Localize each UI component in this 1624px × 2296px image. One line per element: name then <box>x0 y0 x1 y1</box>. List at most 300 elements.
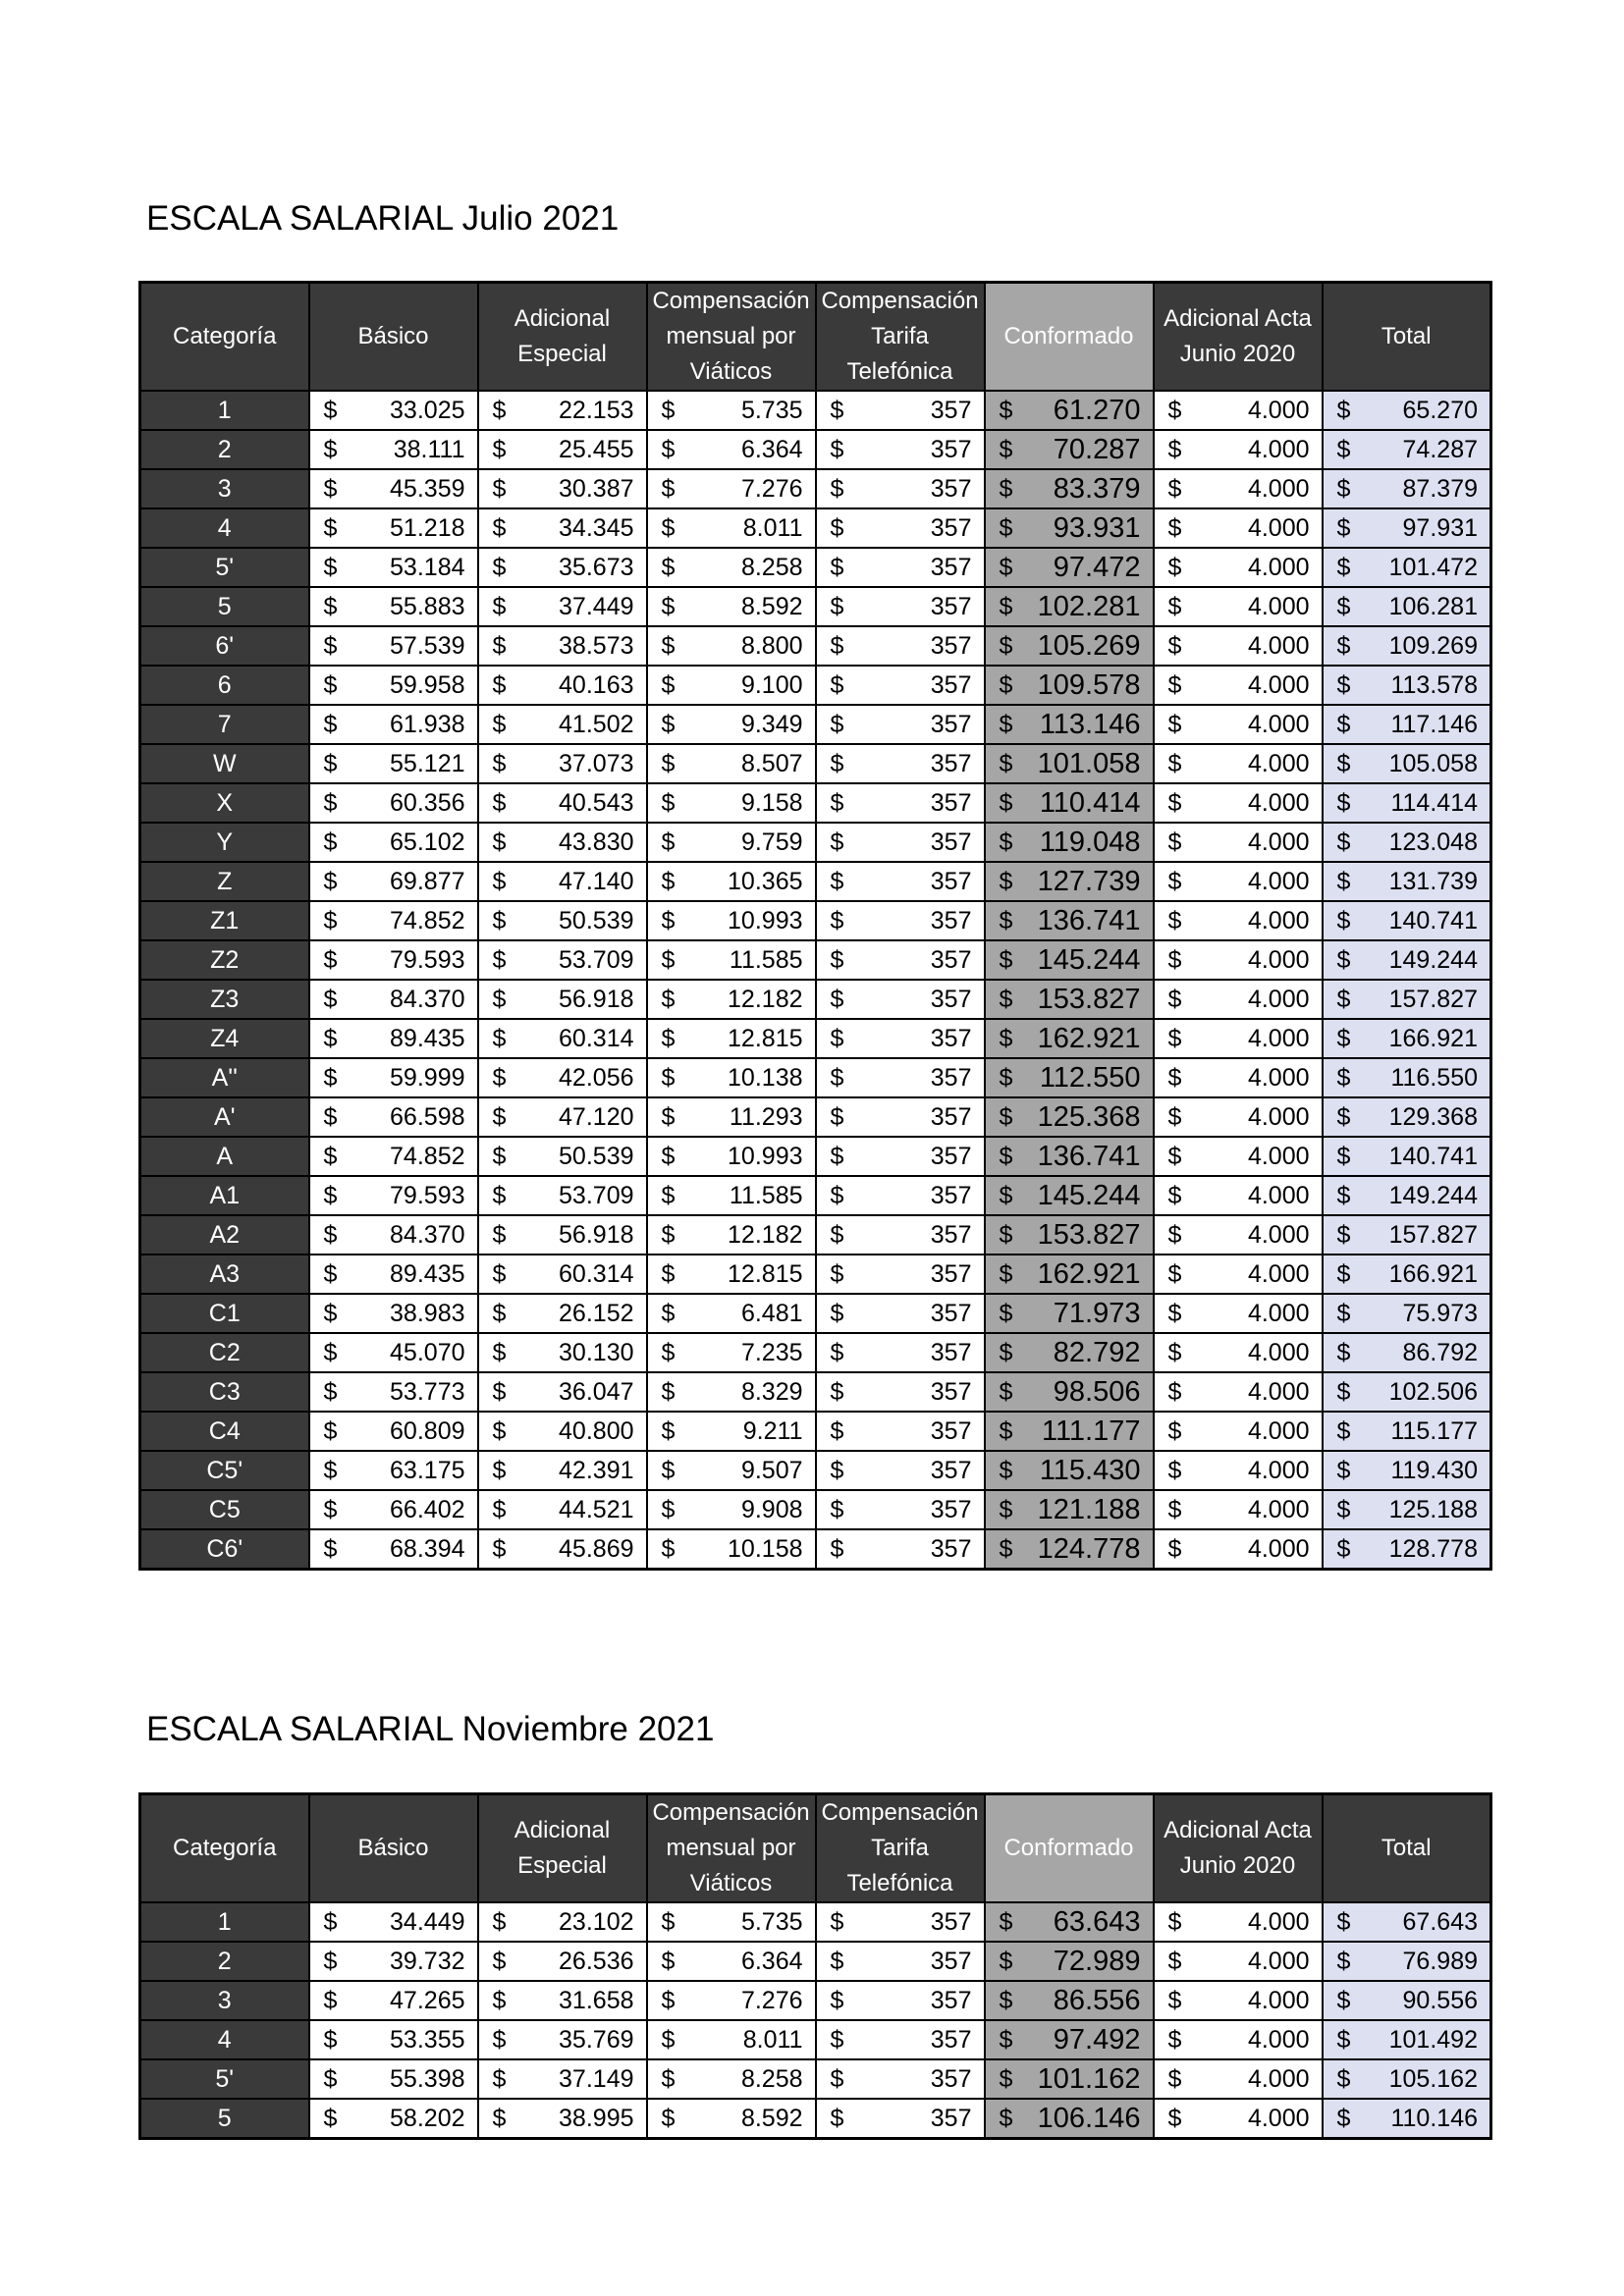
cell-value: 357 <box>930 1377 972 1406</box>
currency-symbol: $ <box>492 1259 507 1288</box>
cell-value: 36.047 <box>559 1377 634 1406</box>
cell-value: 105.269 <box>1037 629 1141 662</box>
currency-symbol: $ <box>1167 513 1182 542</box>
cell-value: 22.153 <box>559 396 634 424</box>
cell-tarifa-telefonica <box>816 1490 985 1529</box>
cell-conformado <box>985 1529 1154 1570</box>
header-viaticos: Compensación mensual por Viáticos <box>647 1794 816 1903</box>
currency-symbol: $ <box>661 513 676 542</box>
cell-value: 357 <box>930 2104 972 2132</box>
cell-total <box>1323 1529 1491 1570</box>
cell-value: 47.140 <box>559 867 634 895</box>
currency-symbol: $ <box>1336 592 1351 620</box>
cell-value: 162.921 <box>1037 1022 1141 1054</box>
table-row <box>140 2059 1491 2099</box>
cell-value: 74.852 <box>390 906 465 934</box>
cell-value: 50.539 <box>559 906 634 934</box>
cell-value: 124.778 <box>1037 1532 1141 1565</box>
currency-symbol: $ <box>323 1377 338 1406</box>
cell-value: 140.741 <box>1388 1142 1478 1170</box>
cell-value: 136.741 <box>1037 904 1141 936</box>
table-row <box>140 626 1491 666</box>
cell-value: 34.345 <box>559 513 634 542</box>
currency-symbol: $ <box>492 1534 507 1563</box>
cell-conformado <box>985 1412 1154 1451</box>
cell-value: 86.792 <box>1402 1338 1478 1366</box>
table-row <box>140 508 1491 548</box>
cell-value: 38.573 <box>559 631 634 660</box>
currency-symbol: $ <box>661 1986 676 2014</box>
cell-value: 34.449 <box>390 1907 465 1936</box>
cell-categoria: W <box>140 744 309 783</box>
cell-value: 357 <box>930 1063 972 1092</box>
table-row <box>140 1176 1491 1215</box>
cell-value: 4.000 <box>1247 1063 1310 1092</box>
cell-conformado <box>985 1981 1154 2020</box>
currency-symbol: $ <box>1167 474 1182 503</box>
cell-value: 4.000 <box>1247 906 1310 934</box>
cell-basico <box>309 1902 478 1942</box>
cell-adicional-acta <box>1154 1294 1323 1333</box>
cell-tarifa-telefonica <box>816 940 985 980</box>
table-row <box>140 2099 1491 2139</box>
cell-conformado <box>985 1058 1154 1097</box>
cell-total <box>1323 1333 1491 1372</box>
currency-symbol: $ <box>1336 1220 1351 1249</box>
cell-value: 4.000 <box>1247 513 1310 542</box>
cell-value: 357 <box>930 2064 972 2093</box>
currency-symbol: $ <box>323 1495 338 1523</box>
cell-adicional-especial <box>478 391 647 430</box>
cell-adicional-acta <box>1154 823 1323 862</box>
cell-value: 357 <box>930 945 972 974</box>
cell-total <box>1323 1176 1491 1215</box>
currency-symbol: $ <box>1336 2064 1351 2093</box>
header-total: Total <box>1323 283 1491 392</box>
cell-adicional-acta <box>1154 980 1323 1019</box>
cell-basico <box>309 548 478 587</box>
cell-categoria: Z <box>140 862 309 901</box>
cell-value: 4.000 <box>1247 435 1310 463</box>
cell-value: 75.973 <box>1402 1299 1478 1327</box>
cell-value: 55.398 <box>390 2064 465 2093</box>
cell-categoria: A3 <box>140 1255 309 1294</box>
currency-symbol: $ <box>492 828 507 856</box>
cell-total <box>1323 901 1491 940</box>
currency-symbol: $ <box>1167 867 1182 895</box>
cell-total <box>1323 626 1491 666</box>
currency-symbol: $ <box>1336 985 1351 1013</box>
cell-total <box>1323 823 1491 862</box>
cell-value: 4.000 <box>1247 2104 1310 2132</box>
cell-value: 10.993 <box>728 1142 803 1170</box>
cell-viaticos <box>647 1451 816 1490</box>
cell-value: 110.146 <box>1390 2104 1478 2132</box>
cell-value: 4.000 <box>1247 1181 1310 1209</box>
cell-value: 109.269 <box>1388 631 1478 660</box>
cell-adicional-acta <box>1154 587 1323 626</box>
cell-viaticos <box>647 1333 816 1372</box>
currency-symbol: $ <box>661 1456 676 1484</box>
cell-value: 357 <box>930 1102 972 1131</box>
currency-symbol: $ <box>999 2104 1013 2132</box>
table-row <box>140 1294 1491 1333</box>
currency-symbol: $ <box>830 474 844 503</box>
currency-symbol: $ <box>323 1907 338 1936</box>
cell-value: 79.593 <box>390 1181 465 1209</box>
currency-symbol: $ <box>999 435 1013 463</box>
cell-value: 12.182 <box>728 985 803 1013</box>
cell-value: 119.430 <box>1390 1456 1478 1484</box>
cell-total <box>1323 705 1491 744</box>
cell-adicional-especial <box>478 626 647 666</box>
currency-symbol: $ <box>1336 1534 1351 1563</box>
currency-symbol: $ <box>323 1024 338 1052</box>
cell-value: 5.735 <box>740 1907 803 1936</box>
cell-conformado <box>985 783 1154 823</box>
currency-symbol: $ <box>1167 985 1182 1013</box>
cell-value: 6.364 <box>740 435 803 463</box>
cell-value: 357 <box>930 396 972 424</box>
cell-conformado <box>985 1097 1154 1137</box>
cell-value: 357 <box>930 1534 972 1563</box>
currency-symbol: $ <box>830 396 844 424</box>
cell-adicional-especial <box>478 940 647 980</box>
cell-value: 11.293 <box>729 1102 803 1131</box>
cell-value: 58.202 <box>390 2104 465 2132</box>
currency-symbol: $ <box>1167 788 1182 817</box>
cell-value: 106.281 <box>1388 592 1478 620</box>
cell-value: 357 <box>930 1299 972 1327</box>
cell-viaticos <box>647 587 816 626</box>
cell-value: 4.000 <box>1247 2064 1310 2093</box>
cell-value: 61.938 <box>390 710 465 738</box>
cell-value: 153.827 <box>1037 983 1141 1015</box>
currency-symbol: $ <box>323 710 338 738</box>
cell-viaticos <box>647 862 816 901</box>
currency-symbol: $ <box>1167 2064 1182 2093</box>
cell-adicional-acta <box>1154 1255 1323 1294</box>
cell-value: 166.921 <box>1388 1024 1478 1052</box>
currency-symbol: $ <box>661 1495 676 1523</box>
cell-value: 8.592 <box>740 2104 803 2132</box>
cell-value: 357 <box>930 710 972 738</box>
cell-viaticos <box>647 548 816 587</box>
currency-symbol: $ <box>492 2104 507 2132</box>
currency-symbol: $ <box>999 1534 1013 1563</box>
cell-categoria: C4 <box>140 1412 309 1451</box>
currency-symbol: $ <box>999 1947 1013 1975</box>
header-tarifa-telefonica: Compensación Tarifa Telefónica <box>816 283 985 392</box>
cell-value: 105.058 <box>1388 749 1478 777</box>
cell-categoria: 4 <box>140 508 309 548</box>
cell-value: 4.000 <box>1247 474 1310 503</box>
cell-adicional-especial <box>478 783 647 823</box>
cell-value: 60.314 <box>559 1024 634 1052</box>
cell-value: 357 <box>930 592 972 620</box>
cell-value: 9.349 <box>740 710 803 738</box>
cell-value: 33.025 <box>390 396 465 424</box>
cell-tarifa-telefonica <box>816 2059 985 2099</box>
table-row <box>140 1097 1491 1137</box>
cell-value: 114.414 <box>1390 788 1478 817</box>
cell-value: 35.769 <box>559 2025 634 2054</box>
cell-adicional-acta <box>1154 666 1323 705</box>
cell-value: 42.391 <box>559 1456 634 1484</box>
cell-value: 125.188 <box>1388 1495 1478 1523</box>
currency-symbol: $ <box>999 828 1013 856</box>
cell-categoria: A' <box>140 1097 309 1137</box>
currency-symbol: $ <box>830 592 844 620</box>
currency-symbol: $ <box>492 1299 507 1327</box>
currency-symbol: $ <box>1167 1142 1182 1170</box>
cell-value: 8.507 <box>740 749 803 777</box>
cell-categoria: 2 <box>140 430 309 469</box>
cell-value: 357 <box>930 474 972 503</box>
cell-categoria: C1 <box>140 1294 309 1333</box>
cell-adicional-especial <box>478 508 647 548</box>
cell-adicional-especial <box>478 2020 647 2059</box>
table-row <box>140 587 1491 626</box>
currency-symbol: $ <box>999 788 1013 817</box>
cell-viaticos <box>647 823 816 862</box>
currency-symbol: $ <box>323 1102 338 1131</box>
cell-adicional-especial <box>478 705 647 744</box>
cell-conformado <box>985 823 1154 862</box>
currency-symbol: $ <box>323 1142 338 1170</box>
currency-symbol: $ <box>830 553 844 581</box>
table-row <box>140 1490 1491 1529</box>
cell-total <box>1323 980 1491 1019</box>
cell-value: 357 <box>930 828 972 856</box>
currency-symbol: $ <box>661 788 676 817</box>
cell-viaticos <box>647 430 816 469</box>
currency-symbol: $ <box>999 1907 1013 1936</box>
cell-categoria: C5' <box>140 1451 309 1490</box>
cell-viaticos <box>647 783 816 823</box>
cell-adicional-acta <box>1154 548 1323 587</box>
cell-total <box>1323 1215 1491 1255</box>
cell-conformado <box>985 862 1154 901</box>
cell-viaticos <box>647 1902 816 1942</box>
cell-value: 115.430 <box>1039 1454 1141 1486</box>
currency-symbol: $ <box>830 1338 844 1366</box>
currency-symbol: $ <box>1336 867 1351 895</box>
cell-value: 128.778 <box>1388 1534 1478 1563</box>
cell-value: 4.000 <box>1247 788 1310 817</box>
cell-viaticos <box>647 1529 816 1570</box>
currency-symbol: $ <box>1167 1338 1182 1366</box>
cell-total <box>1323 940 1491 980</box>
cell-tarifa-telefonica <box>816 391 985 430</box>
cell-value: 97.931 <box>1402 513 1478 542</box>
cell-value: 4.000 <box>1247 749 1310 777</box>
cell-value: 12.182 <box>728 1220 803 1249</box>
currency-symbol: $ <box>1167 592 1182 620</box>
currency-symbol: $ <box>1336 906 1351 934</box>
cell-basico <box>309 508 478 548</box>
cell-tarifa-telefonica <box>816 1372 985 1412</box>
cell-value: 11.585 <box>729 1181 803 1209</box>
cell-value: 60.356 <box>390 788 465 817</box>
salary-table-november-2021 <box>138 1792 1492 2140</box>
currency-symbol: $ <box>999 1986 1013 2014</box>
currency-symbol: $ <box>830 749 844 777</box>
currency-symbol: $ <box>1336 1299 1351 1327</box>
cell-value: 149.244 <box>1388 1181 1478 1209</box>
currency-symbol: $ <box>1336 1142 1351 1170</box>
cell-value: 4.000 <box>1247 1377 1310 1406</box>
cell-conformado <box>985 469 1154 508</box>
cell-adicional-especial <box>478 980 647 1019</box>
cell-tarifa-telefonica <box>816 1902 985 1942</box>
cell-value: 357 <box>930 1220 972 1249</box>
currency-symbol: $ <box>1167 1377 1182 1406</box>
table-row <box>140 391 1491 430</box>
cell-value: 5.735 <box>740 396 803 424</box>
currency-symbol: $ <box>999 906 1013 934</box>
cell-viaticos <box>647 1372 816 1412</box>
cell-basico <box>309 626 478 666</box>
cell-value: 89.435 <box>390 1024 465 1052</box>
currency-symbol: $ <box>1336 670 1351 699</box>
cell-adicional-especial <box>478 587 647 626</box>
cell-value: 153.827 <box>1037 1218 1141 1251</box>
cell-value: 40.543 <box>559 788 634 817</box>
currency-symbol: $ <box>661 1416 676 1445</box>
cell-categoria: Z1 <box>140 901 309 940</box>
cell-tarifa-telefonica <box>816 1019 985 1058</box>
cell-categoria: 1 <box>140 1902 309 1942</box>
currency-symbol: $ <box>323 1338 338 1366</box>
cell-basico <box>309 744 478 783</box>
currency-symbol: $ <box>999 2064 1013 2093</box>
cell-adicional-acta <box>1154 1412 1323 1451</box>
currency-symbol: $ <box>1167 1220 1182 1249</box>
cell-tarifa-telefonica <box>816 508 985 548</box>
cell-value: 69.877 <box>390 867 465 895</box>
cell-value: 4.000 <box>1247 1102 1310 1131</box>
currency-symbol: $ <box>999 1338 1013 1366</box>
cell-basico <box>309 1097 478 1137</box>
cell-value: 35.673 <box>559 553 634 581</box>
currency-symbol: $ <box>999 592 1013 620</box>
cell-value: 357 <box>930 906 972 934</box>
cell-value: 60.314 <box>559 1259 634 1288</box>
currency-symbol: $ <box>830 945 844 974</box>
currency-symbol: $ <box>1167 1456 1182 1484</box>
cell-conformado <box>985 1215 1154 1255</box>
cell-value: 50.539 <box>559 1142 634 1170</box>
currency-symbol: $ <box>999 1102 1013 1131</box>
cell-adicional-especial <box>478 1058 647 1097</box>
table-row <box>140 469 1491 508</box>
cell-total <box>1323 1137 1491 1176</box>
cell-conformado <box>985 1294 1154 1333</box>
cell-viaticos <box>647 1942 816 1981</box>
cell-value: 74.852 <box>390 1142 465 1170</box>
cell-basico <box>309 666 478 705</box>
currency-symbol: $ <box>661 710 676 738</box>
cell-viaticos <box>647 1058 816 1097</box>
currency-symbol: $ <box>1167 749 1182 777</box>
cell-adicional-acta <box>1154 1333 1323 1372</box>
cell-viaticos <box>647 391 816 430</box>
currency-symbol: $ <box>999 1142 1013 1170</box>
cell-value: 4.000 <box>1247 1416 1310 1445</box>
cell-conformado <box>985 1490 1154 1529</box>
cell-viaticos <box>647 1981 816 2020</box>
cell-value: 63.643 <box>1053 1905 1141 1938</box>
cell-basico <box>309 2020 478 2059</box>
cell-total <box>1323 1058 1491 1097</box>
cell-total <box>1323 1097 1491 1137</box>
cell-categoria: Z2 <box>140 940 309 980</box>
table-row <box>140 1255 1491 1294</box>
currency-symbol: $ <box>323 1181 338 1209</box>
cell-value: 47.120 <box>559 1102 634 1131</box>
currency-symbol: $ <box>830 670 844 699</box>
currency-symbol: $ <box>661 670 676 699</box>
cell-adicional-especial <box>478 2099 647 2139</box>
currency-symbol: $ <box>661 828 676 856</box>
cell-categoria: 6 <box>140 666 309 705</box>
cell-adicional-especial <box>478 1942 647 1981</box>
currency-symbol: $ <box>323 1986 338 2014</box>
cell-categoria: A <box>140 1137 309 1176</box>
cell-total <box>1323 430 1491 469</box>
cell-value: 357 <box>930 670 972 699</box>
currency-symbol: $ <box>492 1063 507 1092</box>
cell-value: 357 <box>930 631 972 660</box>
currency-symbol: $ <box>492 1986 507 2014</box>
table-row <box>140 430 1491 469</box>
currency-symbol: $ <box>999 513 1013 542</box>
cell-adicional-acta <box>1154 2099 1323 2139</box>
cell-value: 101.472 <box>1388 553 1478 581</box>
cell-conformado <box>985 940 1154 980</box>
cell-value: 4.000 <box>1247 1024 1310 1052</box>
cell-adicional-acta <box>1154 1451 1323 1490</box>
cell-adicional-especial <box>478 1333 647 1372</box>
table-row <box>140 1412 1491 1451</box>
currency-symbol: $ <box>830 1220 844 1249</box>
cell-tarifa-telefonica <box>816 666 985 705</box>
currency-symbol: $ <box>1167 1102 1182 1131</box>
cell-value: 72.989 <box>1053 1945 1141 1977</box>
currency-symbol: $ <box>999 867 1013 895</box>
currency-symbol: $ <box>323 513 338 542</box>
currency-symbol: $ <box>999 1181 1013 1209</box>
currency-symbol: $ <box>323 592 338 620</box>
cell-tarifa-telefonica <box>816 626 985 666</box>
cell-adicional-especial <box>478 1097 647 1137</box>
table-row <box>140 783 1491 823</box>
cell-value: 8.329 <box>740 1377 803 1406</box>
currency-symbol: $ <box>1336 1986 1351 2014</box>
cell-adicional-especial <box>478 1294 647 1333</box>
cell-tarifa-telefonica <box>816 901 985 940</box>
cell-value: 357 <box>930 788 972 817</box>
currency-symbol: $ <box>492 396 507 424</box>
cell-adicional-acta <box>1154 1372 1323 1412</box>
currency-symbol: $ <box>323 474 338 503</box>
cell-value: 4.000 <box>1247 553 1310 581</box>
currency-symbol: $ <box>492 1907 507 1936</box>
cell-value: 357 <box>930 2025 972 2054</box>
currency-symbol: $ <box>830 867 844 895</box>
header-categoria: Categoría <box>140 1794 309 1903</box>
